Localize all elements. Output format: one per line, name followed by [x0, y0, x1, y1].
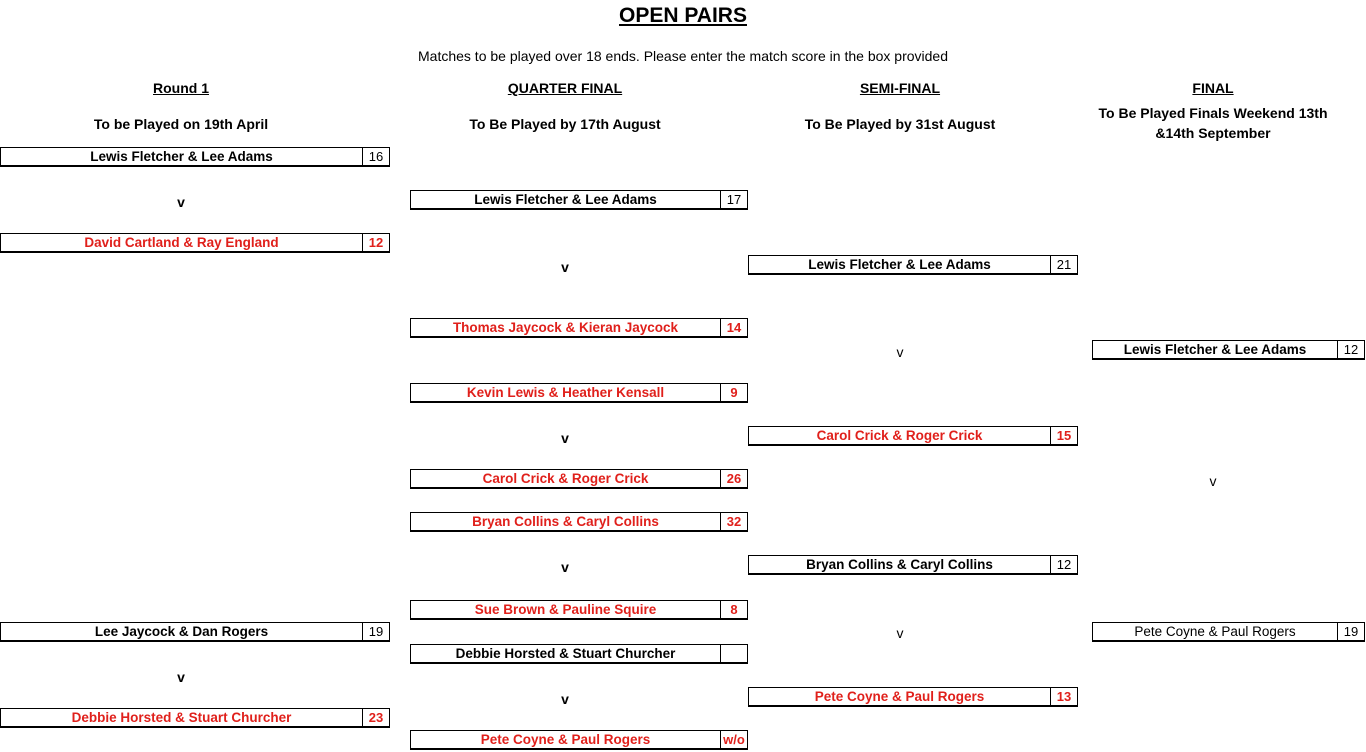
team-name: Pete Coyne & Paul Rogers — [814, 689, 985, 704]
quarter-final-entry — [410, 469, 748, 489]
round1-subheading: To be Played on 19th April — [93, 116, 269, 132]
quarter-final-heading: QUARTER FINAL — [507, 80, 623, 96]
score-box[interactable]: 9 — [720, 384, 747, 401]
team-name: David Cartland & Ray England — [84, 235, 279, 250]
round1-heading: Round 1 — [153, 80, 209, 96]
final-subheading: To Be Played Finals Weekend 13th &14th September — [1098, 105, 1328, 141]
score-box[interactable]: 32 — [720, 513, 747, 530]
round1-entry — [0, 147, 390, 167]
score-box[interactable]: 15 — [1050, 427, 1077, 444]
quarter-final-entry — [410, 600, 748, 620]
semi-final-entry — [748, 255, 1078, 275]
team-name: Pete Coyne & Paul Rogers — [1134, 624, 1296, 639]
team-name: Bryan Collins & Caryl Collins — [472, 514, 659, 529]
team-name: Lewis Fletcher & Lee Adams — [808, 257, 991, 272]
score-box[interactable]: 23 — [362, 709, 389, 726]
score-box[interactable]: 12 — [1050, 556, 1077, 573]
final-entry — [1092, 340, 1365, 360]
score-box[interactable]: 8 — [720, 601, 747, 618]
round1-entry — [0, 233, 390, 253]
score-box[interactable]: 17 — [720, 191, 747, 208]
team-name: Carol Crick & Roger Crick — [816, 428, 983, 443]
page-title: OPEN PAIRS — [619, 4, 747, 27]
versus-label: v — [561, 259, 569, 275]
score-box[interactable] — [720, 645, 747, 662]
semi-final-entry — [748, 426, 1078, 446]
team-name: Sue Brown & Pauline Squire — [474, 602, 657, 617]
team-name: Debbie Horsted & Stuart Churcher — [455, 646, 676, 661]
semi-final-subheading: To Be Played by 31st August — [804, 116, 996, 132]
quarter-final-entry — [410, 190, 748, 210]
versus-label: v — [177, 669, 185, 685]
team-name: Kevin Lewis & Heather Kensall — [466, 385, 665, 400]
team-name: Pete Coyne & Paul Rogers — [480, 732, 651, 747]
score-box[interactable]: 21 — [1050, 256, 1077, 273]
team-name: Lewis Fletcher & Lee Adams — [1123, 342, 1307, 357]
quarter-final-entry — [410, 512, 748, 532]
team-name: Carol Crick & Roger Crick — [482, 471, 649, 486]
round1-entry — [0, 708, 390, 728]
team-name: Lewis Fletcher & Lee Adams — [474, 192, 657, 207]
versus-label: v — [896, 344, 904, 360]
score-box[interactable]: 12 — [362, 234, 389, 251]
score-box[interactable]: 26 — [720, 470, 747, 487]
versus-label: v — [561, 430, 569, 446]
versus-label: v — [896, 625, 904, 641]
quarter-final-entry — [410, 644, 748, 664]
versus-label: v — [177, 194, 185, 210]
team-name: Lewis Fletcher & Lee Adams — [90, 149, 273, 164]
versus-label: v — [1209, 473, 1217, 489]
quarter-final-entry — [410, 318, 748, 338]
score-box[interactable]: 13 — [1050, 688, 1077, 705]
semi-final-heading: SEMI-FINAL — [859, 80, 941, 96]
score-box[interactable]: 14 — [720, 319, 747, 336]
semi-final-entry — [748, 555, 1078, 575]
score-box[interactable]: w/o — [720, 731, 747, 748]
score-box[interactable]: 12 — [1337, 341, 1364, 358]
round1-entry — [0, 622, 390, 642]
versus-label: v — [561, 559, 569, 575]
quarter-final-entry — [410, 383, 748, 403]
versus-label: v — [561, 691, 569, 707]
team-name: Debbie Horsted & Stuart Churcher — [71, 710, 292, 725]
score-box[interactable]: 16 — [362, 148, 389, 165]
team-name: Lee Jaycock & Dan Rogers — [94, 624, 269, 639]
score-box[interactable]: 19 — [362, 623, 389, 640]
final-heading: FINAL — [1192, 80, 1234, 96]
team-name: Thomas Jaycock & Kieran Jaycock — [452, 320, 679, 335]
score-box[interactable]: 19 — [1337, 623, 1364, 640]
quarter-final-subheading: To Be Played by 17th August — [469, 116, 661, 132]
page-subtitle: Matches to be played over 18 ends. Please enter the match score in the box provided — [418, 48, 948, 64]
team-name: Bryan Collins & Caryl Collins — [806, 557, 993, 572]
quarter-final-entry — [410, 730, 748, 750]
semi-final-entry — [748, 687, 1078, 707]
final-entry — [1092, 622, 1365, 642]
